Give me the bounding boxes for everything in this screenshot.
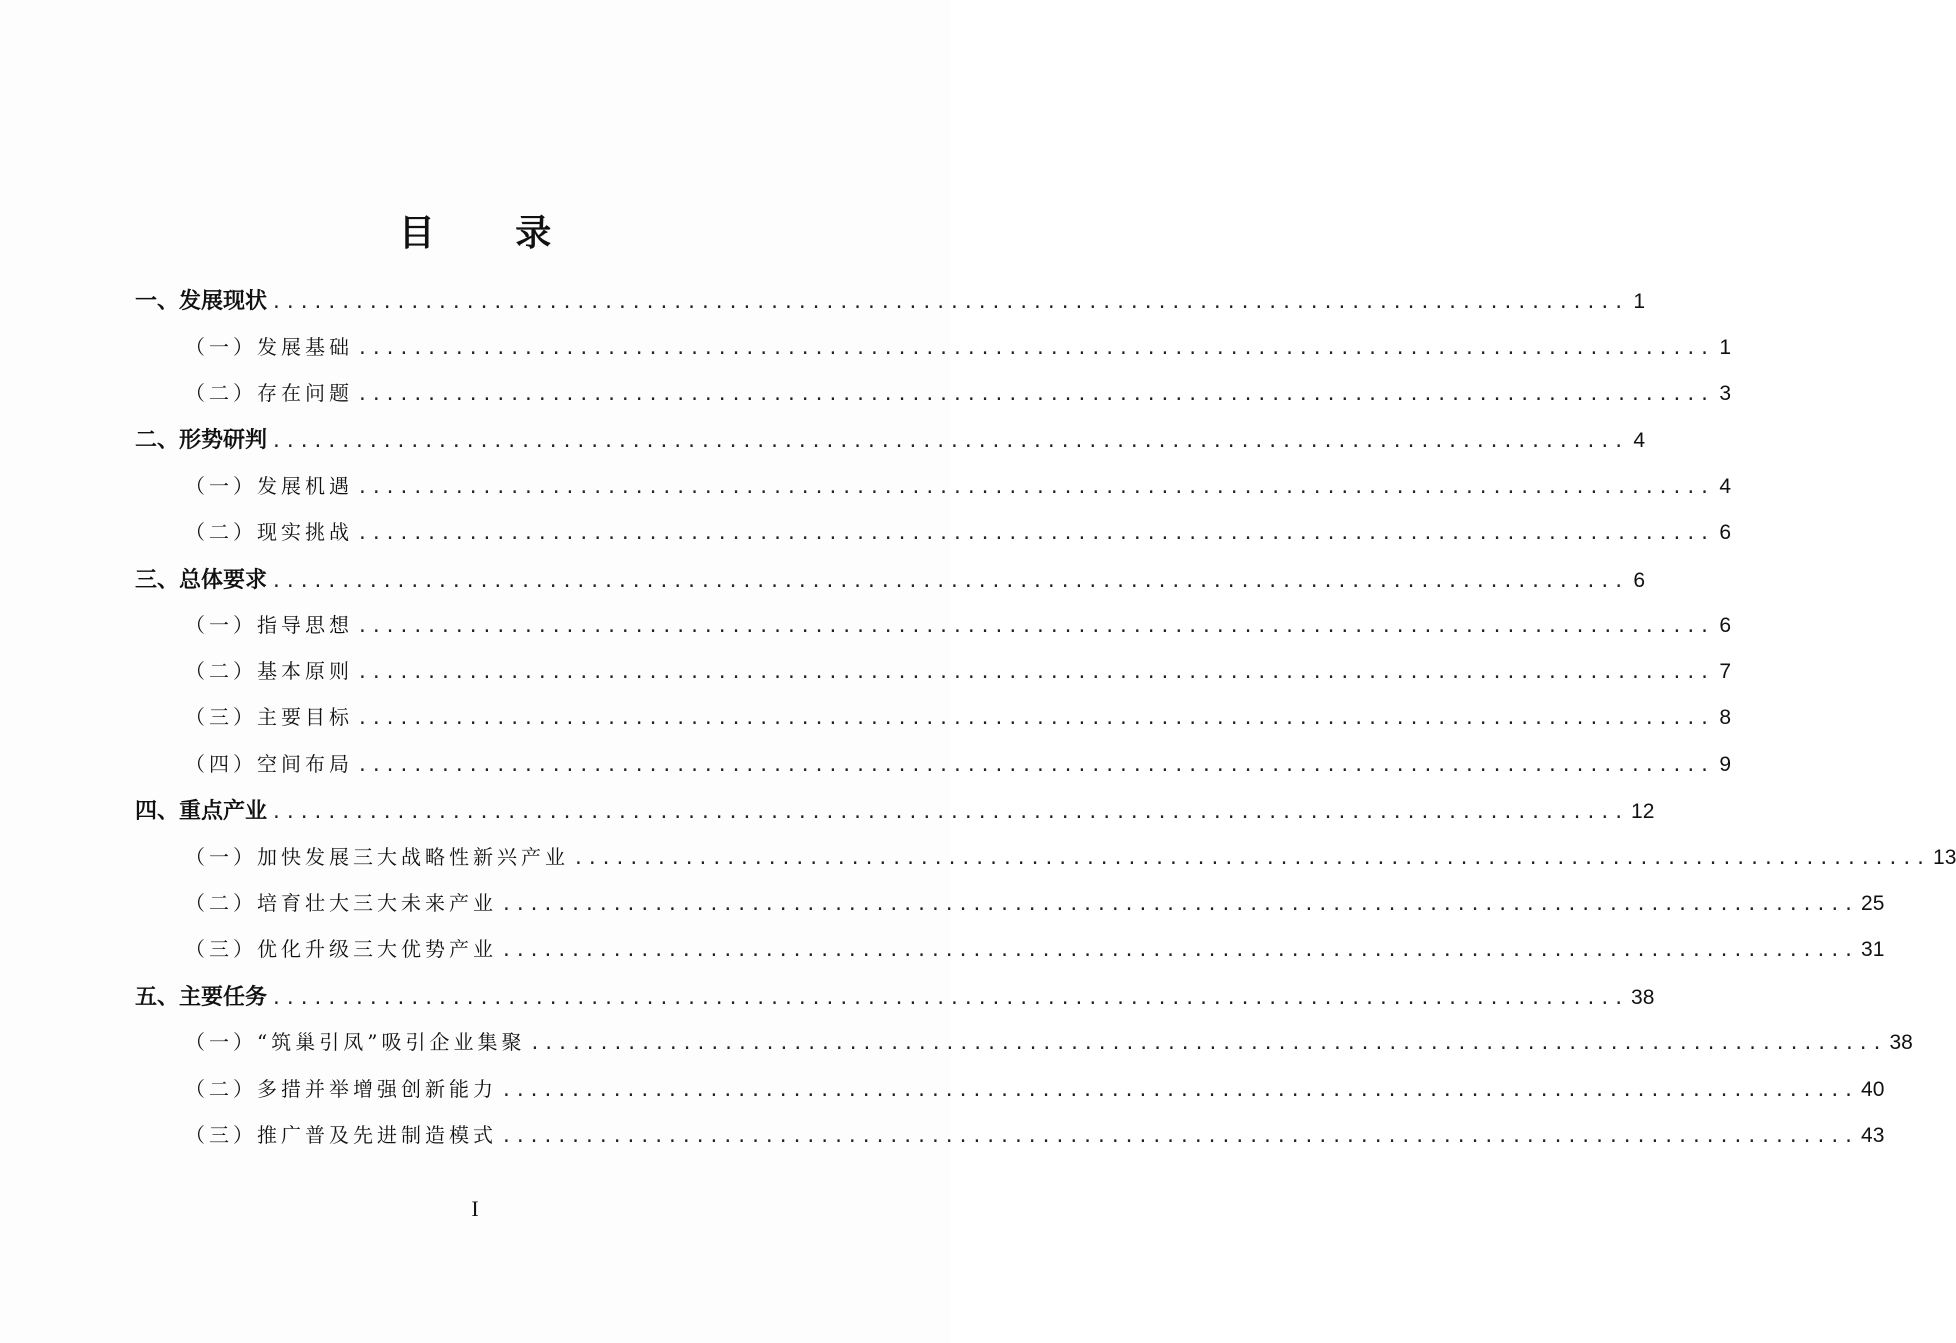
dot-leader: .................................................................................................. (271, 802, 1628, 823)
toc-entry-section[interactable] (185, 1026, 1913, 1060)
toc-entry-page: 38 (1631, 986, 1655, 1009)
dot-leader: .................................................................................................. (271, 431, 1628, 452)
toc-entry-label: （二）培育壮大三大未来产业 (185, 891, 497, 915)
toc-entry-label: （二）基本原则 (185, 659, 353, 683)
toc-entry-section[interactable] (185, 887, 1885, 921)
toc-entry-label: （一）“筑巢引凤”吸引企业集聚 (185, 1030, 526, 1054)
toc-entry-label: 二、形势研判 (135, 428, 268, 453)
toc-entry-label: （一）指导思想 (185, 613, 353, 637)
dot-leader: .................................................................................................. (357, 755, 1714, 776)
toc-entry-label: （二）多措并举增强创新能力 (185, 1077, 497, 1101)
dot-leader: .................................................................................................. (501, 940, 1858, 961)
toc-entry-section[interactable] (185, 841, 1956, 875)
toc-entry-page: 6 (1719, 521, 1732, 544)
toc-entry-chapter[interactable] (135, 284, 1646, 318)
toc-entry-section[interactable] (185, 1073, 1885, 1107)
toc-entry-page: 1 (1719, 336, 1732, 359)
toc-entry-page: 9 (1719, 753, 1732, 776)
dot-leader: .................................................................................................. (529, 1033, 1886, 1054)
toc-entry-label: 五、主要任务 (135, 985, 268, 1010)
dot-leader: .................................................................................................. (271, 988, 1628, 1009)
dot-leader: .................................................................................................. (357, 384, 1714, 405)
dot-leader: .................................................................................................. (357, 616, 1714, 637)
toc-entry-section[interactable] (185, 516, 1732, 550)
toc-entry-label: （一）发展基础 (185, 335, 353, 359)
toc-entry-label: （二）现实挑战 (185, 520, 353, 544)
dot-leader: .................................................................................................. (271, 292, 1628, 313)
toc-entry-section[interactable] (185, 655, 1732, 689)
toc-entry-page: 7 (1719, 660, 1732, 683)
toc-entry-page: 6 (1633, 569, 1646, 592)
toc-entry-section[interactable] (185, 609, 1732, 643)
toc-entry-section[interactable] (185, 748, 1732, 782)
page-title: 目 录 (398, 213, 586, 254)
toc-entry-chapter[interactable] (135, 794, 1655, 828)
dot-leader: .................................................................................................. (501, 1080, 1858, 1101)
dot-leader: .................................................................................................. (357, 338, 1714, 359)
toc-entry-section[interactable] (185, 701, 1732, 735)
toc-entry-page: 8 (1719, 706, 1732, 729)
toc-entry-section[interactable] (185, 377, 1732, 411)
dot-leader: .................................................................................................. (573, 848, 1930, 869)
dot-leader: .................................................................................................. (357, 477, 1714, 498)
toc-entry-page: 25 (1861, 892, 1885, 915)
toc-entry-chapter[interactable] (135, 563, 1646, 597)
toc-entry-label: 一、发展现状 (135, 289, 268, 314)
toc-entry-label: （二）存在问题 (185, 381, 353, 405)
toc-entry-section[interactable] (185, 1119, 1885, 1153)
toc-entry-label: 三、总体要求 (135, 568, 268, 593)
toc-entry-page: 1 (1633, 290, 1646, 313)
toc-entry-label: （三）推广普及先进制造模式 (185, 1123, 497, 1147)
dot-leader: .................................................................................................. (271, 571, 1628, 592)
toc-entry-chapter[interactable] (135, 423, 1646, 457)
toc-entry-page: 40 (1861, 1078, 1885, 1101)
toc-entry-page: 12 (1631, 800, 1655, 823)
toc-entry-page: 43 (1861, 1124, 1885, 1147)
page-number: I (471, 1196, 479, 1221)
toc-entry-label: （一）加快发展三大战略性新兴产业 (185, 845, 569, 869)
toc-entry-label: （一）发展机遇 (185, 474, 353, 498)
toc-entry-page: 4 (1719, 475, 1732, 498)
toc-entry-label: （三）主要目标 (185, 705, 353, 729)
toc-entry-page: 13 (1933, 846, 1956, 869)
toc-entry-section[interactable] (185, 331, 1732, 365)
dot-leader: .................................................................................................. (357, 662, 1714, 683)
toc-entry-page: 31 (1861, 938, 1885, 961)
toc-entry-page: 6 (1719, 614, 1732, 637)
toc-entry-chapter[interactable] (135, 980, 1655, 1014)
toc-entry-section[interactable] (185, 933, 1885, 967)
toc-entry-label: （四）空间布局 (185, 752, 353, 776)
toc-entry-label: （三）优化升级三大优势产业 (185, 937, 497, 961)
toc-entry-label: 四、重点产业 (135, 799, 268, 824)
dot-leader: .................................................................................................. (357, 708, 1714, 729)
toc-entry-page: 4 (1633, 429, 1646, 452)
dot-leader: .................................................................................................. (357, 523, 1714, 544)
toc-entry-section[interactable] (185, 470, 1732, 504)
toc-entry-page: 3 (1719, 382, 1732, 405)
toc-entry-page: 38 (1889, 1031, 1913, 1054)
dot-leader: .................................................................................................. (501, 1126, 1858, 1147)
dot-leader: .................................................................................................. (501, 894, 1858, 915)
